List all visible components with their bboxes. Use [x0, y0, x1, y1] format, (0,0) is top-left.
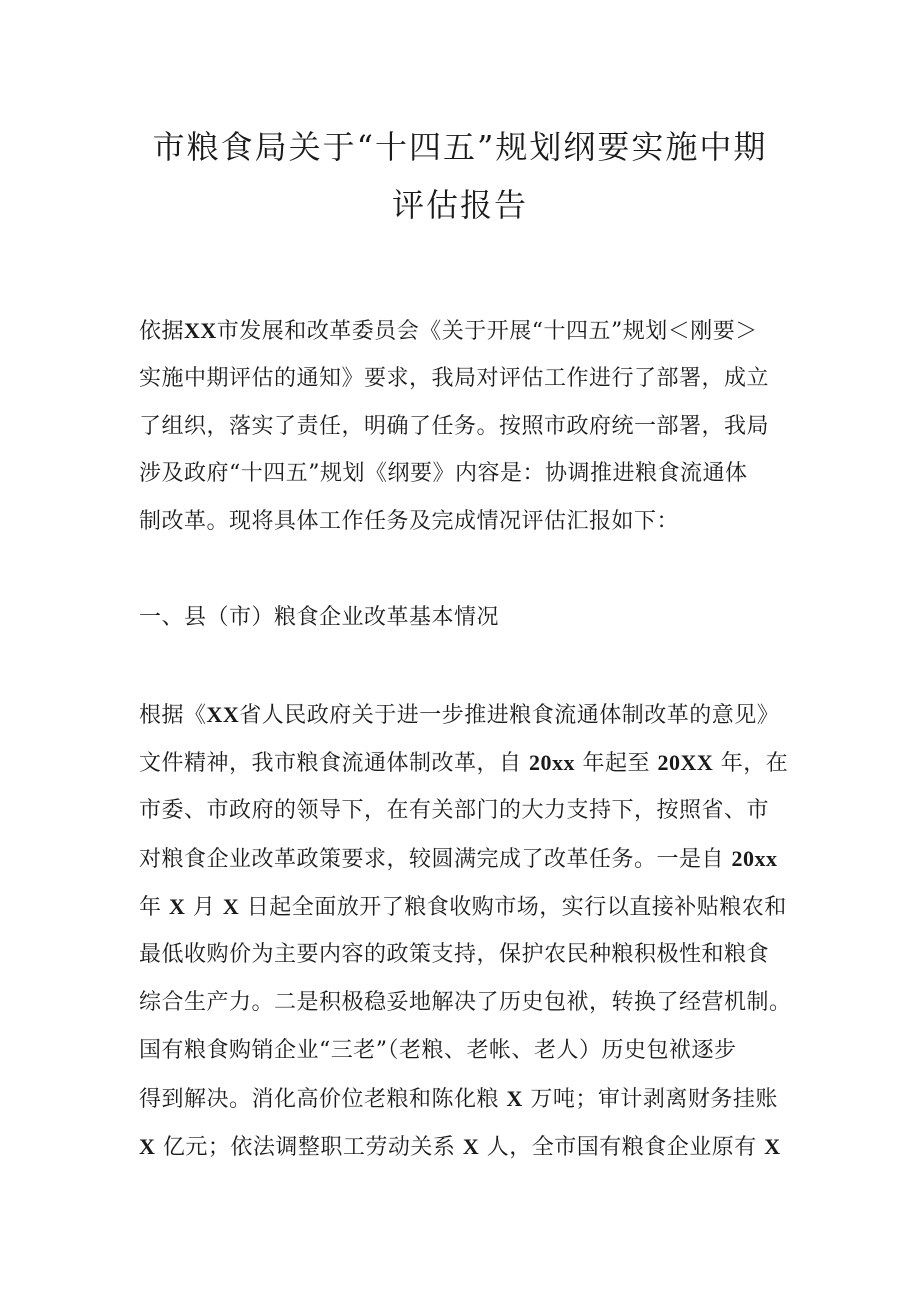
body-line-3: 市委、市政府的领导下，在有关部门的大力支持下，按照省、市: [139, 798, 770, 823]
body-line-1: 根据《XX省人民政府关于进一步推进粮食流通体制改革的意见》: [139, 702, 780, 728]
body-line-6: 最低收购价为主要内容的政策支持，保护农民种粮积极性和粮食: [139, 942, 770, 967]
document-title-line-2: 评估报告: [391, 186, 528, 224]
body-line-10: X 亿元；依法调整职工劳动关系 X 人，全市国有粮食企业原有 X: [139, 1134, 781, 1160]
section-heading: 一、县（市）粮食企业改革基本情况: [139, 605, 500, 630]
body-line-7: 综合生产力。二是积极稳妥地解决了历史包袱，转换了经营机制。: [139, 990, 792, 1015]
body-line-8: 国有粮食购销企业“三老”（老粮、老帐、老人）历史包袱逐步: [139, 1038, 737, 1063]
intro-line-4: 涉及政府“十四五”规划《纲要》内容是：协调推进粮食流通体: [139, 461, 748, 486]
intro-line-3: 了组织，落实了责任，明确了任务。按照市政府统一部署，我局: [139, 414, 770, 439]
document-title-line-1: 市粮食局关于“十四五”规划纲要实施中期: [152, 128, 768, 166]
intro-line-2: 实施中期评估的通知》要求，我局对评估工作进行了部署，成立: [139, 366, 770, 391]
intro-line-1: 依据XX市发展和改革委员会《关于开展“十四五”规划＜刚要＞: [139, 318, 758, 344]
body-line-9: 得到解决。消化高价位老粮和陈化粮 X 万吨；审计剥离财务挂账: [139, 1086, 778, 1112]
body-line-2: 文件精神，我市粮食流通体制改革，自 20xx 年起至 20XX 年，在: [139, 750, 789, 776]
body-line-4: 对粮食企业改革政策要求，较圆满完成了改革任务。一是自 20xx: [139, 846, 778, 872]
body-line-5: 年 X 月 X 日起全面放开了粮食收购市场，实行以直接补贴粮农和: [139, 894, 787, 920]
intro-line-5: 制改革。现将具体工作任务及完成情况评估汇报如下：: [139, 509, 680, 534]
